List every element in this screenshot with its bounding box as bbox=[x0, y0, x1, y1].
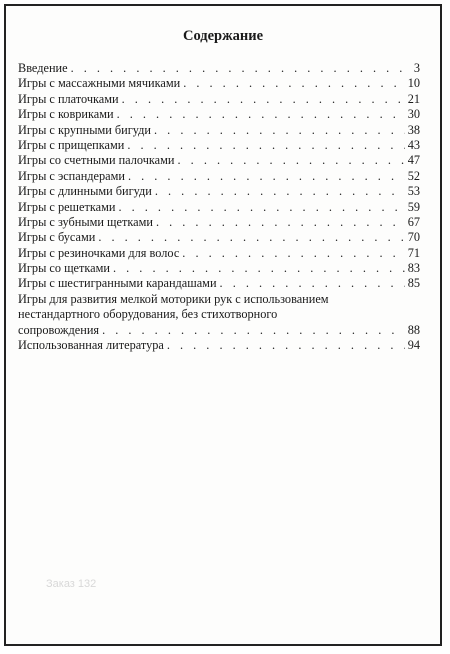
toc-entry-page: 59 bbox=[407, 199, 420, 214]
toc-entry-label: Игры со щетками bbox=[18, 261, 110, 276]
toc-entry-page: 47 bbox=[407, 153, 420, 168]
toc-entry-label: Игры с ковриками bbox=[18, 107, 114, 122]
toc-entry-page: 94 bbox=[407, 338, 420, 353]
toc-entry-label: Игры с длинными бигуди bbox=[18, 184, 152, 199]
toc-entry-label: Игры с массажными мячиками bbox=[18, 76, 181, 91]
faded-print-stamp: Заказ 132 bbox=[46, 578, 97, 590]
toc-entry-label: Введение bbox=[18, 60, 68, 75]
toc-entry-label: Игры с зубными щетками bbox=[18, 214, 153, 229]
toc-entry-label: Игры с платочками bbox=[18, 91, 119, 106]
toc-entry bbox=[18, 123, 420, 138]
toc-entry bbox=[18, 76, 420, 91]
leader-dots bbox=[156, 215, 405, 230]
leader-dots bbox=[127, 138, 404, 153]
leader-dots bbox=[128, 169, 405, 184]
toc-entry bbox=[18, 61, 420, 76]
table-of-contents bbox=[18, 61, 420, 353]
toc-entry-page: 70 bbox=[407, 230, 420, 245]
toc-entry-page: 30 bbox=[407, 107, 420, 122]
toc-entry-label: Игры со счетными палочками bbox=[18, 153, 175, 168]
toc-entry-multiline bbox=[18, 292, 420, 338]
leader-dots bbox=[183, 76, 404, 91]
toc-entry-page: 88 bbox=[407, 322, 420, 337]
toc-entry-line: Игры для развития мелкой моторики рук с использованием bbox=[18, 291, 329, 306]
leader-dots bbox=[220, 276, 405, 291]
toc-entry-label: Игры с решетками bbox=[18, 199, 116, 214]
toc-entry-label: Игры с шестигранными карандашами bbox=[18, 276, 217, 291]
toc-entry-label: Использованная литература bbox=[18, 338, 164, 353]
toc-entry-label: Игры с эспандерами bbox=[18, 168, 125, 183]
toc-entry-page: 83 bbox=[407, 261, 420, 276]
toc-entry bbox=[18, 184, 420, 199]
leader-dots bbox=[117, 107, 405, 122]
leader-dots bbox=[118, 200, 404, 215]
toc-entry-page: 85 bbox=[407, 276, 420, 291]
leader-dots bbox=[182, 246, 404, 261]
leader-dots bbox=[102, 323, 405, 338]
leader-dots bbox=[98, 230, 404, 245]
toc-entry-label: сопровождения bbox=[18, 322, 100, 337]
leader-dots bbox=[113, 261, 405, 276]
toc-entry bbox=[18, 138, 420, 153]
page-title: Содержание bbox=[182, 28, 264, 44]
toc-entry-label: Игры с бусами bbox=[18, 230, 96, 245]
toc-entry bbox=[18, 246, 420, 261]
toc-entry-page: 10 bbox=[407, 76, 420, 91]
leader-dots bbox=[167, 338, 405, 353]
toc-entry-page: 3 bbox=[413, 60, 420, 75]
leader-dots bbox=[71, 61, 411, 76]
leader-dots bbox=[122, 92, 405, 107]
toc-entry bbox=[18, 153, 420, 168]
toc-entry-page: 71 bbox=[407, 245, 420, 260]
toc-entry bbox=[18, 169, 420, 184]
toc-entry-page: 53 bbox=[407, 184, 420, 199]
toc-entry bbox=[18, 107, 420, 122]
leader-dots bbox=[178, 153, 405, 168]
toc-entry-page: 67 bbox=[407, 214, 420, 229]
toc-entry-page: 43 bbox=[407, 137, 420, 152]
book-page bbox=[4, 4, 442, 646]
toc-entry-last-line bbox=[18, 323, 420, 338]
leader-dots bbox=[155, 184, 405, 199]
toc-entries bbox=[18, 61, 420, 292]
toc-entry bbox=[18, 276, 420, 291]
toc-entry-literature bbox=[18, 338, 420, 353]
toc-entry-label: Игры с крупными бигуди bbox=[18, 122, 152, 137]
toc-entry-page: 38 bbox=[407, 122, 420, 137]
leader-dots bbox=[154, 123, 405, 138]
toc-entry bbox=[18, 215, 420, 230]
toc-entry bbox=[18, 92, 420, 107]
toc-entry bbox=[18, 230, 420, 245]
toc-entry-page: 21 bbox=[407, 91, 420, 106]
toc-entry-line: нестандартного оборудования, без стихотворного bbox=[18, 307, 278, 322]
toc-entry-label: Игры с резиночками для волос bbox=[18, 245, 180, 260]
toc-entry-page: 52 bbox=[407, 168, 420, 183]
toc-entry bbox=[18, 200, 420, 215]
toc-entry-label: Игры с прищепками bbox=[18, 137, 125, 152]
toc-entry bbox=[18, 261, 420, 276]
